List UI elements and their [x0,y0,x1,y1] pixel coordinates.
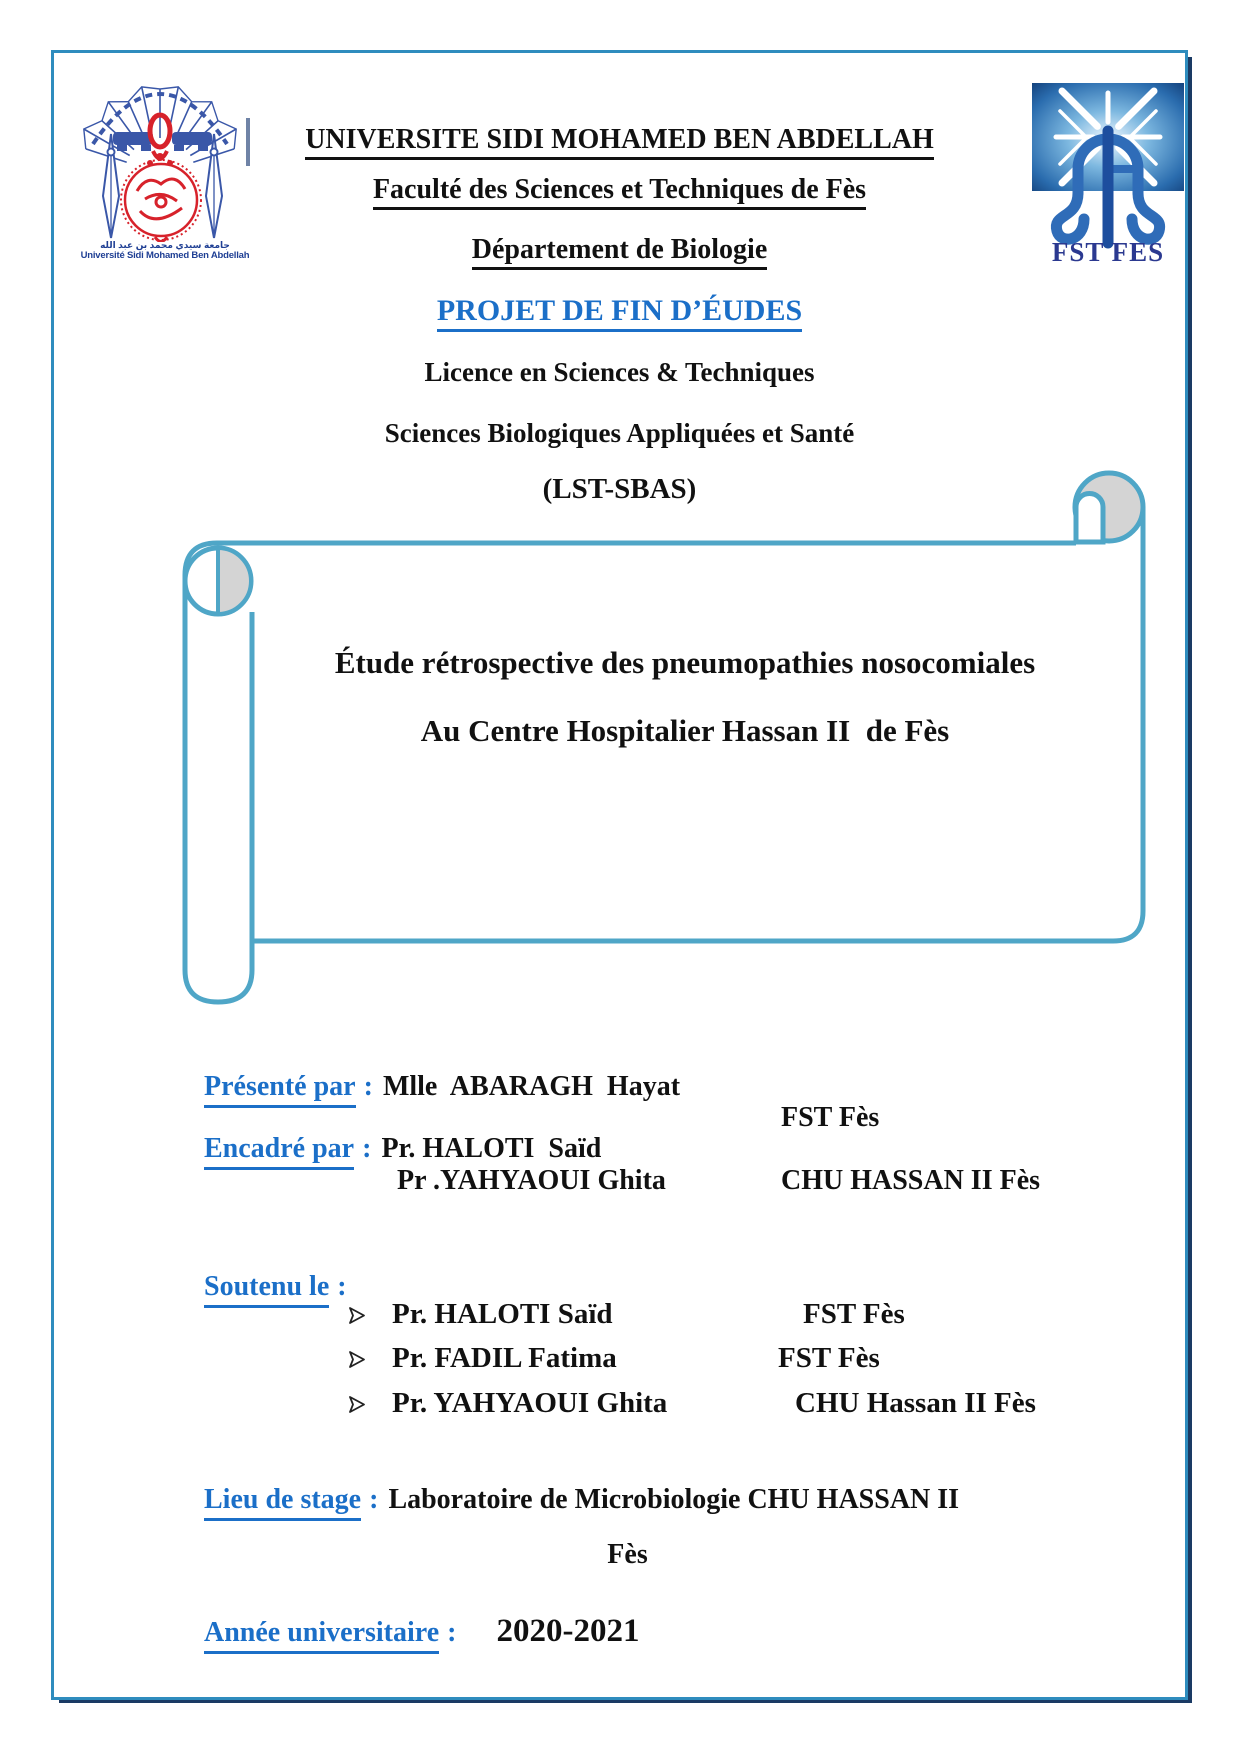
supervisor2-place: CHU HASSAN II Fès [781,1165,1041,1196]
internship-value: Laboratoire de Microbiologie CHU HASSAN II [388,1483,960,1515]
supervised-by-label: Encadré par [204,1133,354,1170]
scroll-left-tube [185,543,1076,1002]
department-title [51,234,1188,266]
thesis-title-line2: Au Centre Hospitalier Hassan II de Fès [420,713,950,748]
academic-year-row [0,1582,1241,1649]
supervisor2-name: Pr .YAHYAOUI Ghita [397,1165,666,1196]
jury-member-place: FST Fès [778,1342,880,1374]
defense-date-label: Soutenu le [204,1271,329,1308]
scroll-right-curl-slot [1076,494,1103,543]
project-type-text: PROJET DE FIN D’ÉUDES [437,294,802,332]
university-title [51,124,1188,156]
internship-row-line2 [0,1509,1241,1571]
presented-by-label: Présenté par [204,1071,356,1108]
university-logo-caption-french: Université Sidi Mohamed Ben Abdellah [80,250,250,261]
colon: : [362,1132,372,1164]
faculty-title-text: Faculté des Sciences et Techniques de Fès [373,174,866,210]
presented-by-row [0,1041,1241,1103]
jury-member-place: CHU Hassan II Fès [795,1387,1036,1419]
colon: : [369,1483,379,1515]
colon: : [363,1070,373,1102]
internship-value-city: Fès [607,1538,648,1570]
jury-member-name: Pr. YAHYAOUI Ghita [392,1387,668,1419]
university-title-text: UNIVERSITE SIDI MOHAMED BEN ABDELLAH [305,124,934,160]
scroll-left-curl-roll [218,548,251,614]
colon: : [447,1616,457,1648]
arrow-bullet-icon [348,1350,367,1369]
jury-member-place: FST Fès [803,1298,905,1330]
project-type-title [51,294,1188,329]
program-abbr-line: (LST-SBAS) [542,473,697,505]
degree-line: Licence en Sciences & Techniques [424,357,815,387]
academic-year-label: Année universitaire [204,1617,439,1654]
academic-year-value: 2020-2021 [496,1612,640,1649]
jury-member-name: Pr. HALOTI Saïd [392,1298,613,1330]
internship-label: Lieu de stage [204,1484,361,1521]
arrow-bullet-icon [348,1395,367,1414]
presented-by-value: Mlle ABARAGH Hayat [382,1070,681,1102]
faculty-title [51,174,1188,206]
supervisor1-place: FST Fès [781,1102,880,1133]
thesis-title-line1: Étude rétrospective des pneumopathies nosocomiales [334,645,1036,680]
arrow-bullet-icon [348,1306,367,1325]
department-title-text: Département de Biologie [472,234,768,270]
fst-logo-label: FST FES [1051,237,1165,267]
colon: : [337,1270,347,1302]
defense-date-row [0,1241,1241,1303]
internship-row [0,1454,1241,1516]
program-line: Sciences Biologiques Appliquées et Santé [384,418,855,448]
jury-member-name: Pr. FADIL Fatima [392,1342,617,1374]
university-logo-caption-arabic: جامعة سيدي محمد بن عبد الله [100,240,230,250]
supervisor1-name: Pr. HALOTI Saïd [381,1132,602,1164]
